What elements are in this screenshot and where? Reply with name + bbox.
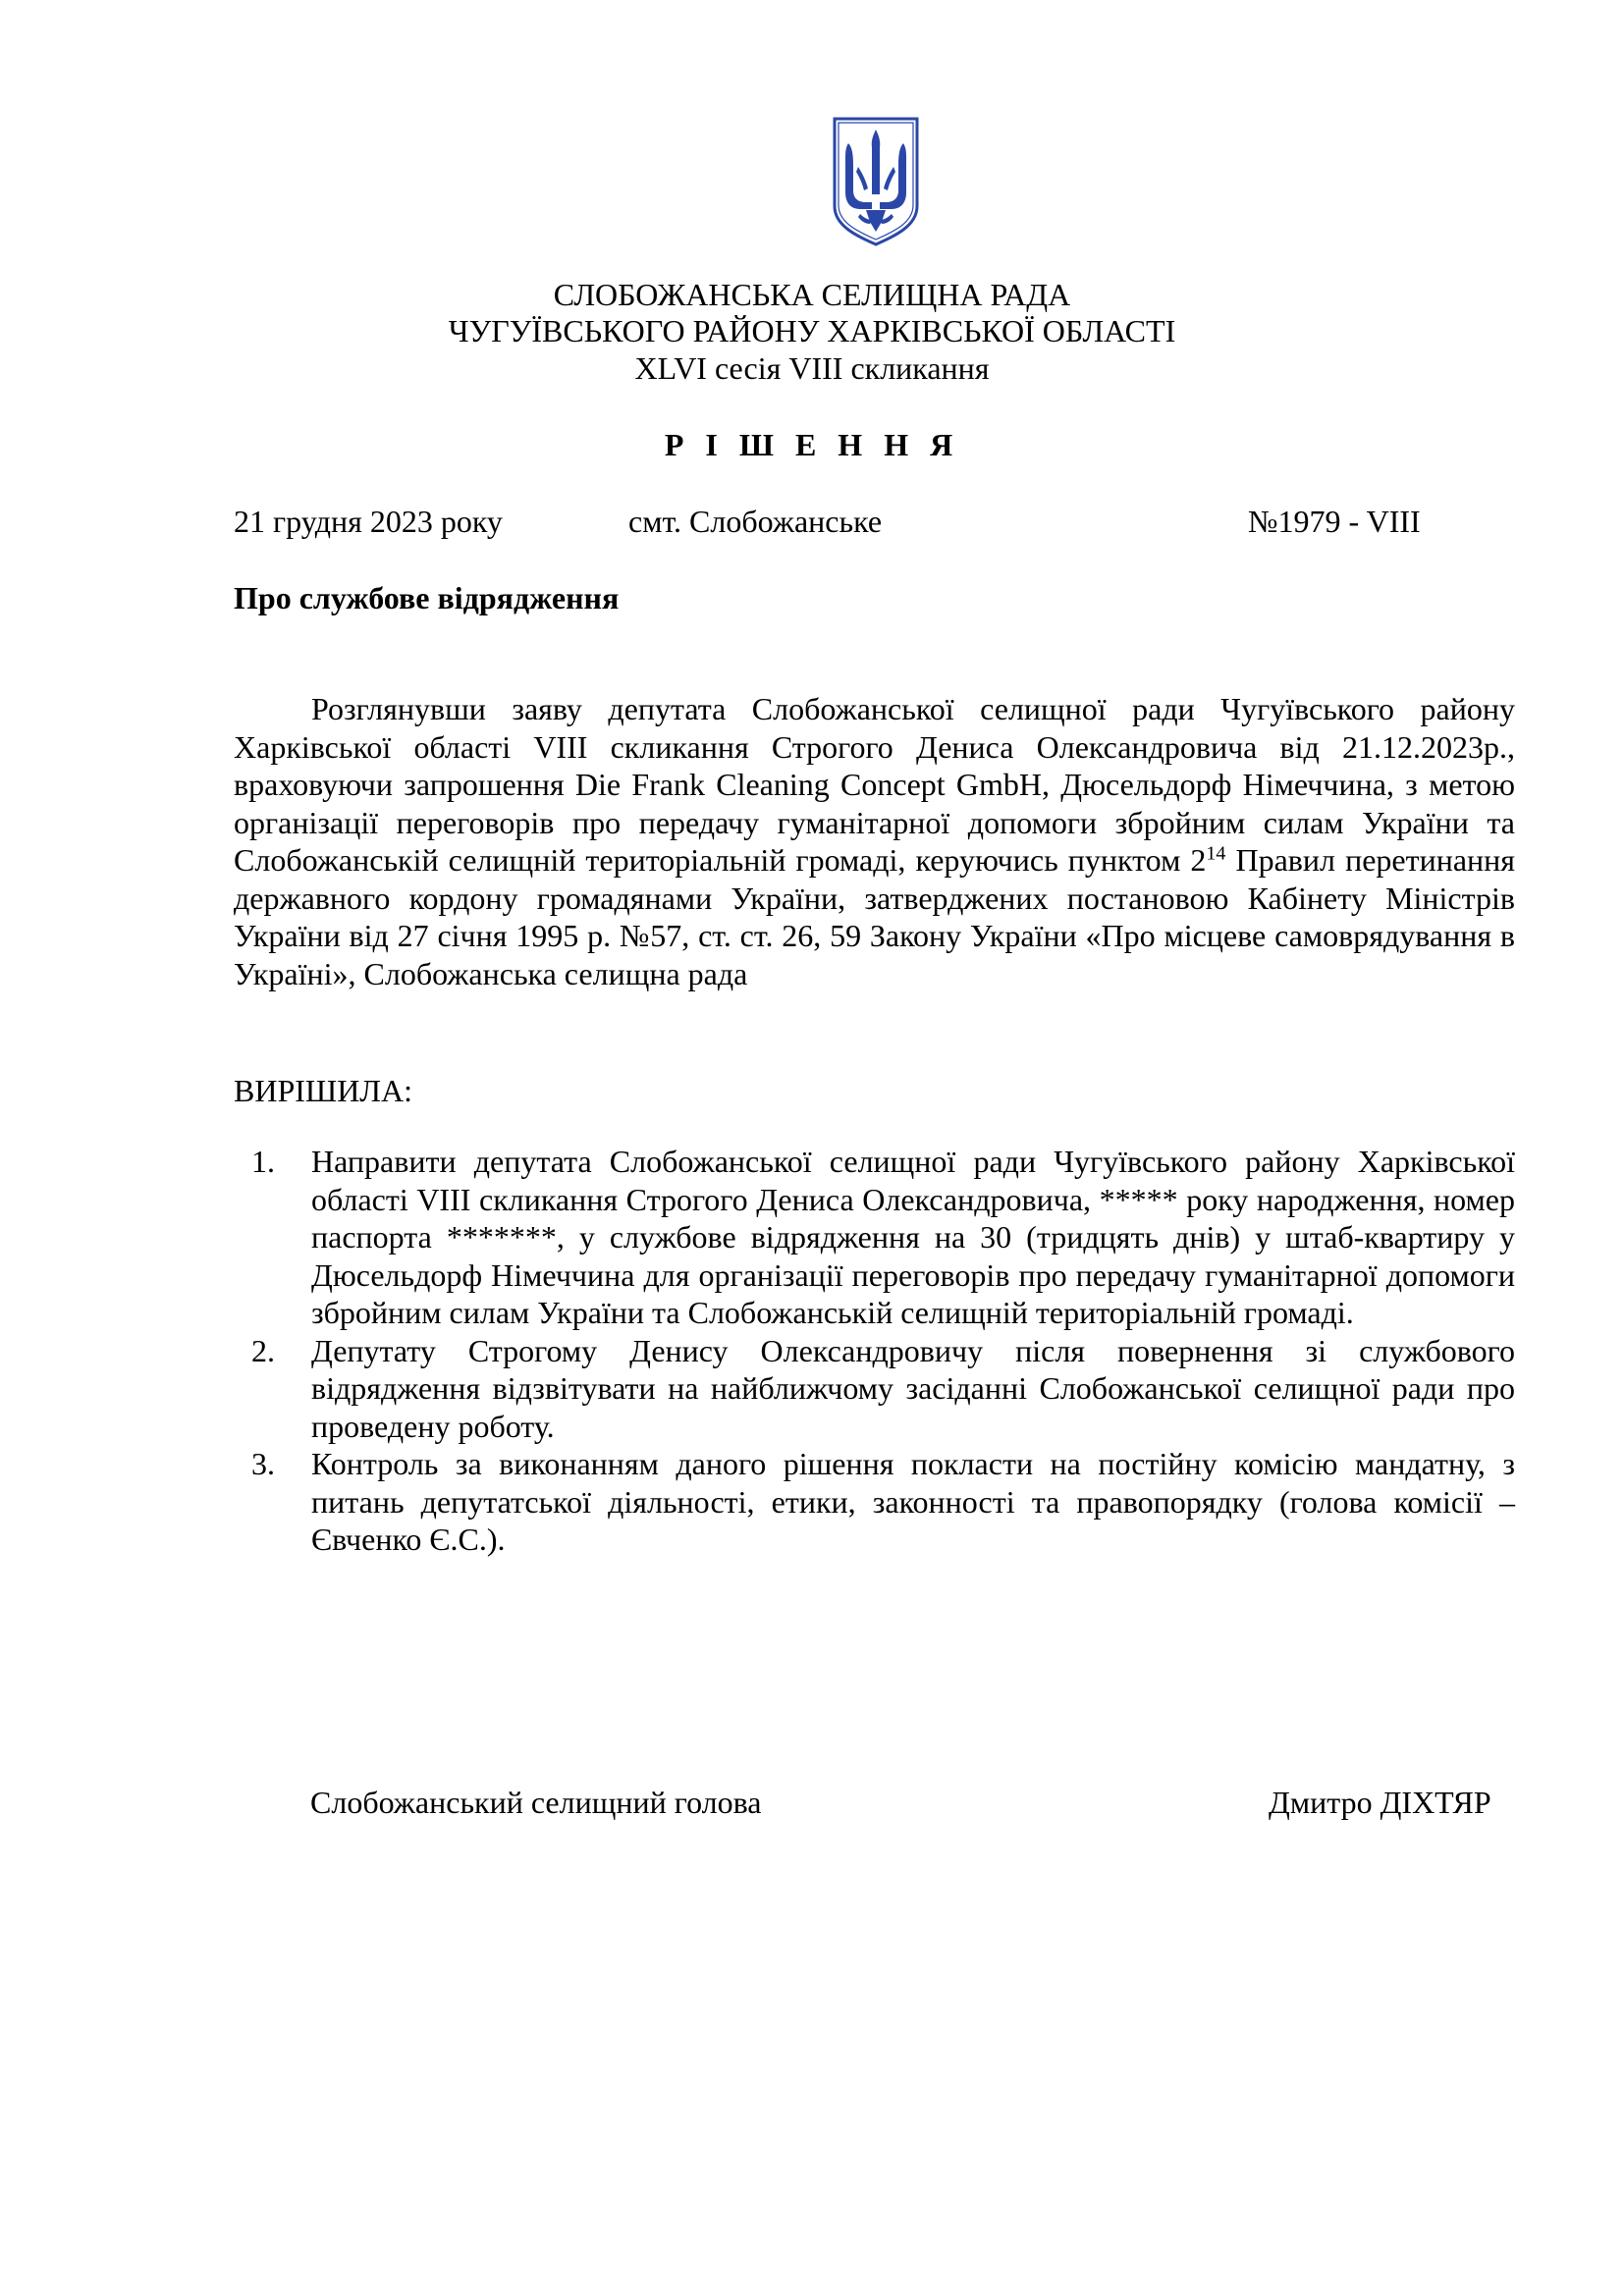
decision-date: 21 грудня 2023 року: [234, 504, 503, 539]
preamble-paragraph: [234, 690, 1515, 992]
council-name: СЛОБОЖАНСЬКА СЕЛИЩНА РАДА: [553, 277, 1071, 312]
document-title: Р І Ш Е Н Н Я: [664, 427, 960, 462]
list-item: [234, 1143, 1515, 1332]
item-number: 3.: [251, 1446, 275, 1481]
trident-coat-of-arms-icon: [831, 116, 921, 247]
district-name: ЧУГУЇВСЬКОГО РАЙОНУ ХАРКІВСЬКОЇ ОБЛАСТІ: [448, 313, 1176, 348]
item-number: 2.: [251, 1332, 275, 1368]
list-item: [234, 1445, 1515, 1559]
decision-number: №1979 - VIII: [1248, 504, 1421, 539]
item-text: Направити депутата Слобожанської селищної ради Чугуївського району Харківської області VIII скликання Строгого Дениса Олександровича, ***** року народження, номер паспорта *******, у службове відрядження на 30 (тридцять днів) у штаб-квартиру у Дюсельдорф Німеччина для організації переговорів про передачу гуманітарної допомоги збройним силам України та Слобожанській селищній територіальній громаді.: [311, 1144, 1515, 1330]
item-text: Контроль за виконанням даного рішення покласти на постійну комісію мандатну, з питань депутатської діяльності, етики, законності та правопорядку (голова комісії – Євченко Є.С.).: [311, 1446, 1515, 1557]
preamble-text-part1: Розглянувши заяву депутата Слобожанської селищної ради Чугуївського району Харківської області VIII скликання Строгого Дениса Олександровича від 21.12.2023р., враховуючи запрошення Die Frank Cleaning Concept GmbH, Дюсельдорф Німеччина, з метою організації переговорів про передачу гуманітарної допомоги збройним силам України та Слобожанській селищній територіальній громаді, керуючись пунктом 2: [234, 691, 1515, 878]
item-text: Депутату Строгому Денису Олександровичу після повернення зі службового відрядження відзвітувати на найближчому засіданні Слобожанської селищної ради про проведену роботу.: [311, 1332, 1515, 1444]
item-number: 1.: [251, 1144, 275, 1179]
session-line: XLVI сесія VIII скликання: [634, 350, 990, 386]
signatory-title: Слобожанський селищний голова: [310, 1785, 762, 1820]
decision-items-list: [234, 1143, 1515, 1559]
signatory-name: Дмитро ДІХТЯР: [1269, 1785, 1491, 1820]
list-item: [234, 1332, 1515, 1446]
decision-subject: Про службове відрядження: [234, 580, 620, 615]
preamble-superscript: 14: [1206, 842, 1226, 865]
preamble-text-part2: Правил перетинання державного кордону громадянами України, затверджених постановою Кабінету Міністрів України від 27 січня 1995 р. №57, ст. ст. 26, 59 Закону України «Про місцеве самоврядування в Україні», Слобожанська селищна рада: [234, 842, 1516, 991]
resolved-heading: ВИРІШИЛА:: [234, 1073, 412, 1108]
decision-place: смт. Слобожанське: [628, 504, 883, 539]
